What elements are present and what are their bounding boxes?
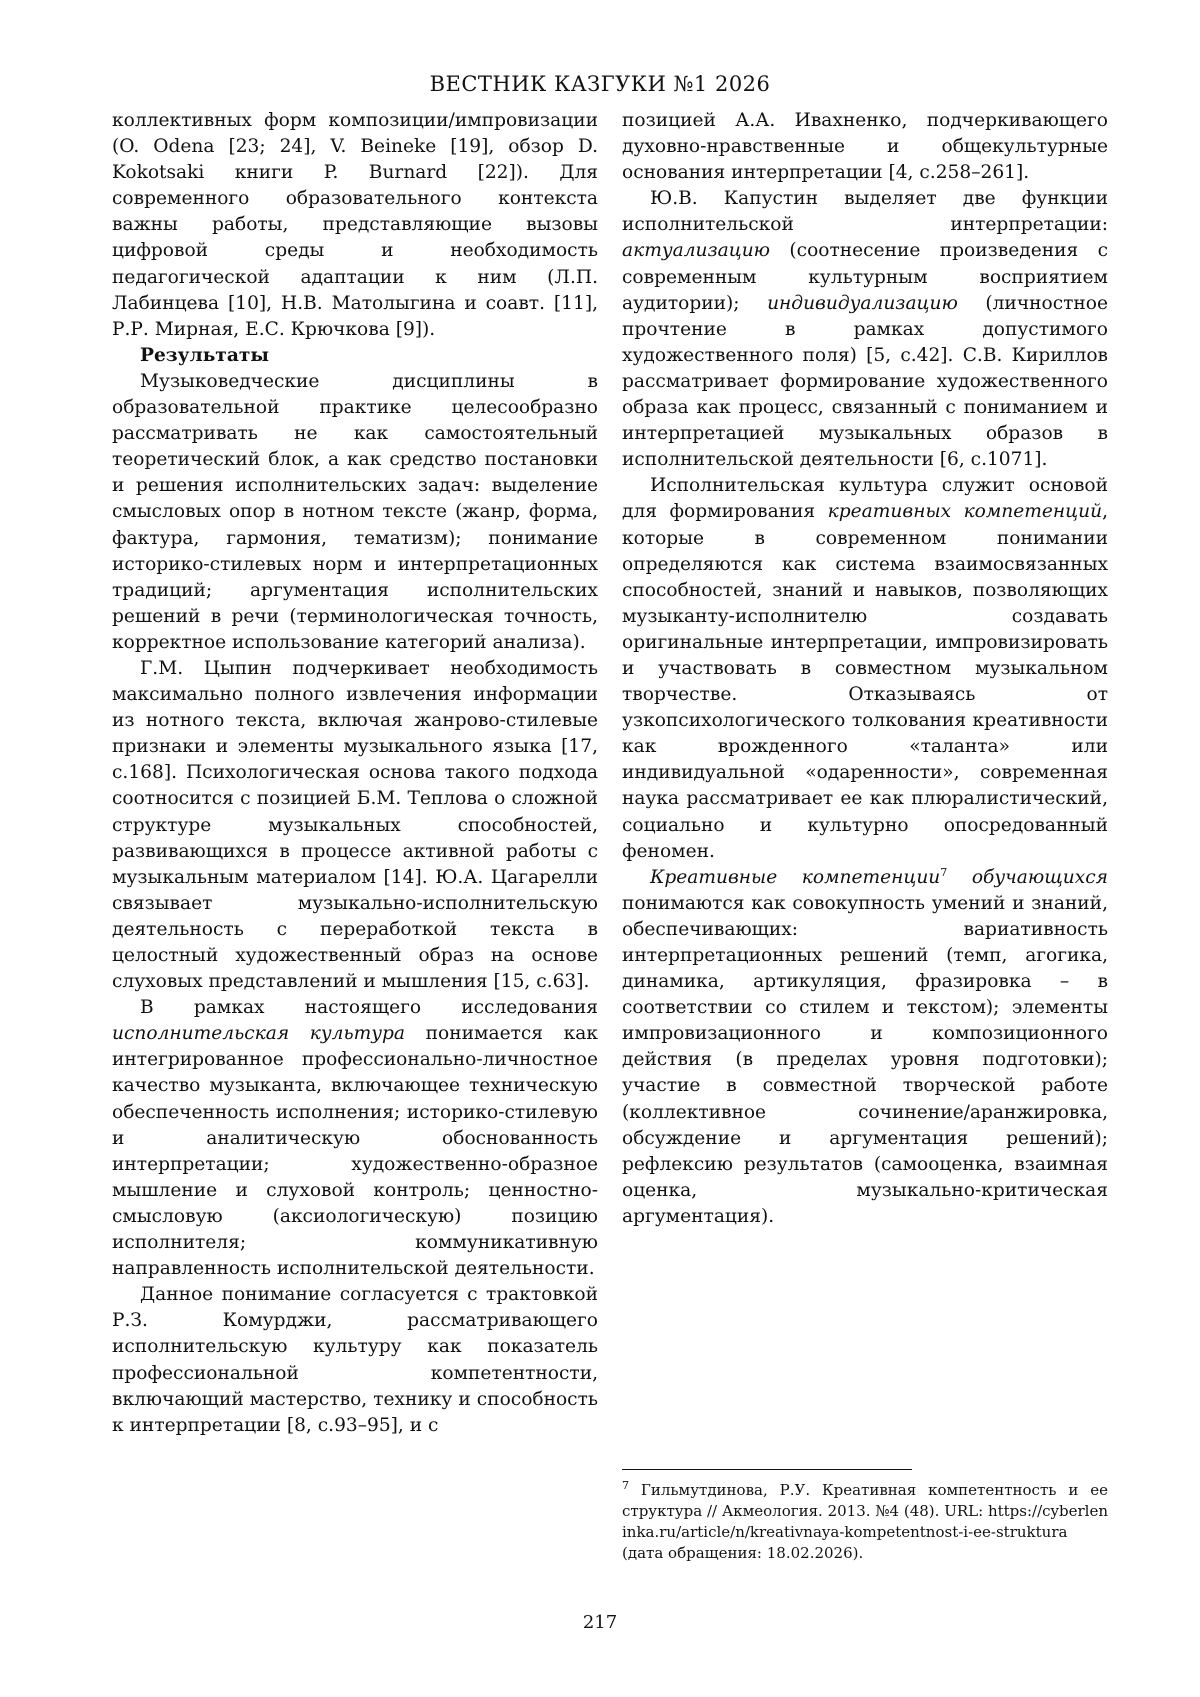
footnote-url-link[interactable]: https://cyberleninka.ru/article/n/kreativnaya-kompetentnost-i-ee-struktura (622, 1502, 1108, 1541)
paragraph-continued: позицией А.А. Ивахненко, подчеркивающего духовно-нравственные и общекультурные основания интерпретации [4, с.258–261]. (622, 110, 1108, 184)
page-number: 217 (582, 1612, 618, 1633)
emphasis-term: индивидуализацию (767, 292, 958, 314)
right-column (622, 108, 1108, 1230)
footnote-access-date: (дата обращения: 18.02.2026). (622, 1544, 864, 1562)
emphasis-term: актуализацию (622, 240, 771, 262)
text-run: Ю.В. Капустин выделяет две функции исполнительской интерпретации: (622, 188, 1108, 236)
footnote-number: 7 (622, 1479, 629, 1492)
text-run: понимаются как совокупность умений и знаний, обеспечивающих: вариативность интерпретационных решений (темп, агогика, динамика, артикуляция, фразировка – в соответствии со стилем и текстом); элементы импровизационного и композиционного действия (в пределах уровня подготовки); участие в совместной творческой работе (коллективное сочинение/аранжировка, обсуждение и аргументация решений); рефлексию результатов (самооценка, взаимная оценка, музыкально-критическая аргументация). (622, 892, 1108, 1227)
footnote-reference[interactable]: 7 (940, 865, 948, 879)
text-run: (личностное прочтение в рамках допустимого художественного поля) [5, с.42]. С.В. Кириллов рассматривает формирование художественного образа как процесс, связанный с пониманием и интерпретацией музыкальных образов в исполнительской деятельности [6, с.1071]. (622, 292, 1108, 471)
footnote-text (622, 1480, 1108, 1564)
journal-header: ВЕСТНИК КАЗГУКИ №1 2026 (429, 72, 771, 96)
text-run: понимается как интегрированное профессионально-личностное качество музыканта, включающее техническую обеспеченность исполнения; историко-стилевую и аналитическую обоснованность интерпретации; художественно-образное мышление и слуховой контроль; ценностно-смысловую (аксиологическую) позицию исполнителя; коммуникативную направленность исполнительской деятельности. (112, 1023, 598, 1280)
paragraph (622, 473, 1108, 864)
paragraph (622, 186, 1108, 473)
text-run: (соотнесение произведения с современным культурным восприятием аудитории); (622, 240, 1108, 314)
paragraph-continued: коллективных форм композиции/импровизации (O. Odena [23; 24], V. Beineke [19], обзор D. Kokotsaki книги P. Burnard [22]). Для современного образовательного контекста важны работы, представляющие вызовы цифровой среды и необходимость педагогической адаптации к ним (Л.П. Лабинцева [10], Н.В. Матолыгина и соавт. [11], Р.Р. Мирная, Е.С. Крючкова [9]). (112, 110, 598, 340)
emphasis-term: креативных компетенций (827, 501, 1103, 523)
left-column (112, 108, 598, 1439)
footnote-divider (622, 1469, 912, 1470)
text-run: В рамках настоящего исследования (140, 997, 598, 1019)
paragraph (622, 865, 1108, 1230)
paragraph (112, 995, 598, 1282)
paragraph: Г.М. Цыпин подчеркивает необходимость максимально полного извлечения информации из нотного текста, включая жанрово-стилевые признаки и элементы музыкального языка [17, с.168]. Психологическая основа такого подхода соотносится с позицией Б.М. Теплова о сложной структуре музыкальных способностей, развивающихся в процессе активной работы с музыкальным материалом [14]. Ю.А. Цагарелли связывает музыкально-исполнительскую деятельность с переработкой текста в целостный художественный образ на основе слуховых представлений и мышления [15, с.63]. (112, 657, 598, 993)
footnote-citation: Гильмутдинова, Р.У. Креативная компетентность и ее структура // Акмеология. 2013. №4 (48). URL: (622, 1481, 1108, 1520)
paragraph: Данное понимание согласуется с трактовкой Р.З. Комурджи, рассматривающего исполнительскую культуру как показатель профессиональной компетентности, включающий мастерство, технику и способность к интерпретации [8, с.93–95], и с (112, 1284, 598, 1436)
paragraph: Музыковедческие дисциплины в образовательной практике целесообразно рассматривать не как самостоятельный теоретический блок, а как средство постановки и решения исполнительских задач: выделение смысловых опор в нотном тексте (жанр, форма, фактура, гармония, тематизм); понимание историко-стилевых норм и интерпретационных традиций; аргументация исполнительских решений в речи (терминологическая точность, корректное использование категорий анализа). (112, 370, 598, 653)
text-run: Исполнительская культура служит основой для формирования (622, 475, 1108, 523)
emphasis-term: обучающихся (947, 866, 1108, 888)
footnote (622, 1480, 1108, 1564)
text-run: , которые в современном понимании определяются как система взаимосвязанных способностей, знаний и навыков, позволяющих музыканту-исполнителю создавать оригинальные интерпретации, импровизировать и участвовать в совместном музыкальном творчестве. Отказываясь от узкопсихологического толкования креативности как врожденного «таланта» или индивидуальной «одаренности», современная наука рассматривает ее как плюралистический, социально и культурно опосредованный феномен. (622, 501, 1108, 862)
emphasis-term: исполнительская культура (112, 1023, 406, 1045)
emphasis-term: Креативные компетенции (650, 866, 941, 888)
section-heading-results: Результаты (140, 344, 270, 366)
